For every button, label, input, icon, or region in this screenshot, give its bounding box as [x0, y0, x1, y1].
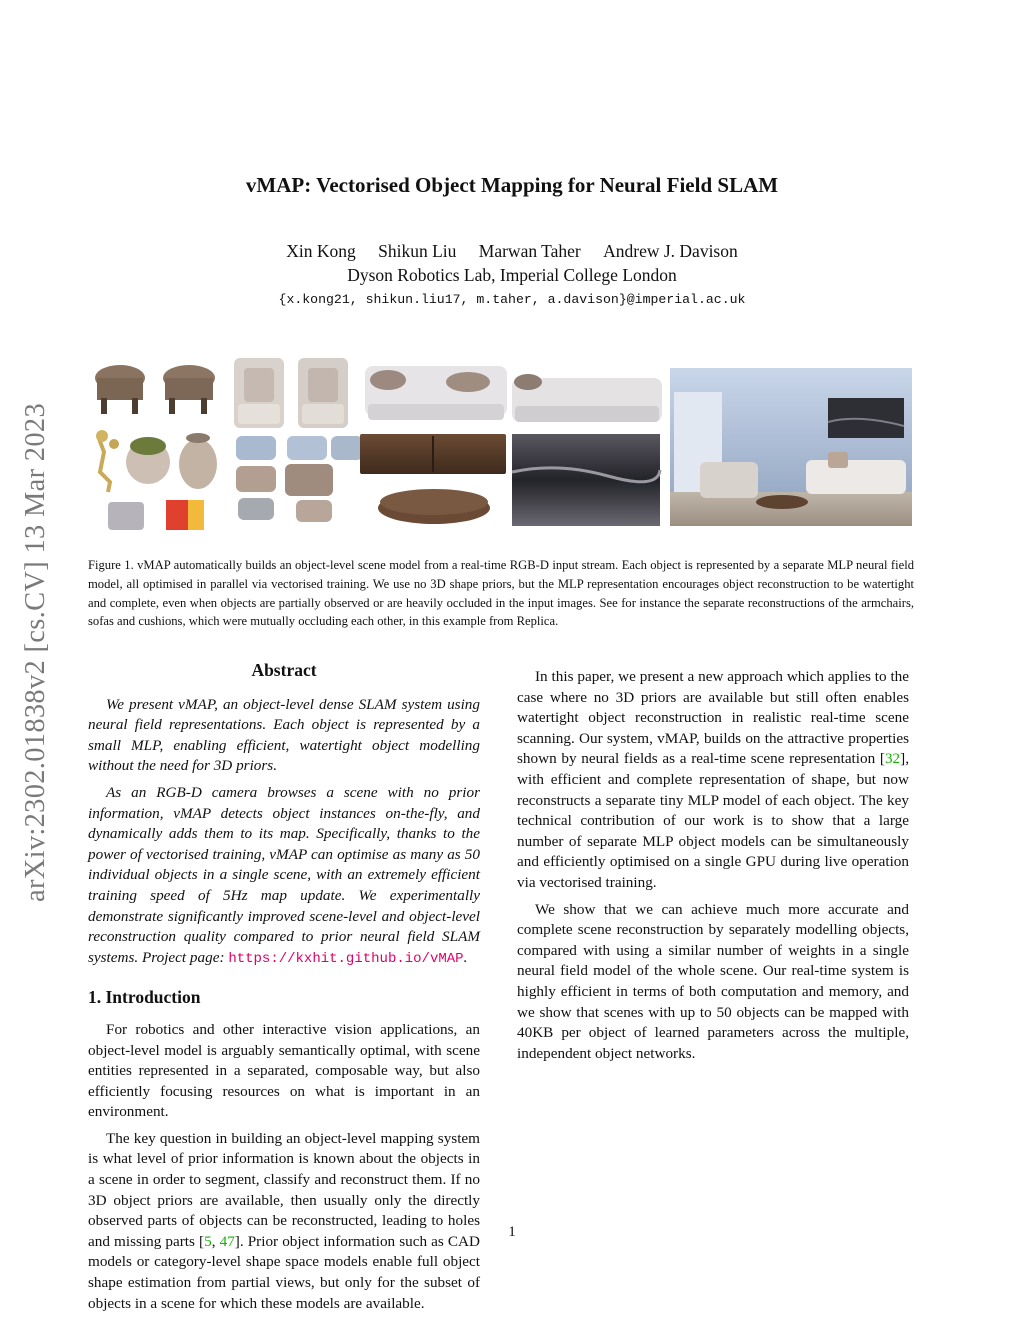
arxiv-stamp: arXiv:2302.01838v2 [cs.CV] 13 Mar 2023: [20, 402, 51, 902]
author-list: [0, 241, 1024, 262]
author: Marwan Taher: [478, 241, 581, 261]
furniture-reconstruction: [360, 434, 506, 524]
abstract-heading: Abstract: [251, 660, 317, 680]
citation-link[interactable]: 32: [884, 750, 901, 768]
author: Xin Kong: [286, 241, 356, 261]
project-page-link[interactable]: https://kxhit.github.io/vMAP: [228, 950, 464, 967]
scene-render: [670, 368, 912, 526]
author: Shikun Liu: [378, 241, 457, 261]
ottoman-reconstruction: [95, 365, 215, 414]
intro-paragraph: The key question in building an object-level mapping system is what level of prior information is known about the objects in a scene in order to segment, classify and reconstruct them. If no 3D object priors are available, then usually only the directly observed parts of objects can be reconstructed, leading to holes and missing parts [5, 47]. Prior object information such as CAD models or category-level shape space models enable full object shape estimation from partial views, but only for the subset of objects in a scene for which these models are available.: [88, 1129, 480, 1312]
paper-title: vMAP: Vectorised Object Mapping for Neural Field SLAM: [245, 173, 779, 197]
intro-paragraph: For robotics and other interactive vision applications, an object-level model is arguably semantically optimal, with scene entities represented in a separated, composable way, but also efficiently focusing resources on what is important in an environment.: [88, 1020, 480, 1121]
left-column: [88, 660, 480, 1320]
intro-paragraph: In this paper, we present a new approach which applies to the case where no 3D priors are available but still often enables watertight object reconstruction in realistic real-time scene scanning. Our system, vMAP, builds on the attractive properties shown by neural fields as a real-time scene representation [32], with efficient and complete representation of shape, but now reconstructs a separate tiny MLP model of each object. The key technical contribution of our work is to show that a large number of separate MLP object models can be simultaneously and efficiently optimised on a single GPU during live operation via vectorised training.: [517, 668, 909, 891]
affiliation: Dyson Robotics Lab, Imperial College London: [347, 265, 677, 285]
abstract-paragraph: As an RGB-D camera browses a scene with no prior information, vMAP detects object instances on-the-fly, and dynamically adds them to its map. Specifically, thanks to the power of vectorised training, vMAP can optimise as many as 50 individual objects in a single scene, with an extremely efficient training speed of 5Hz map update. We experimentally demonstrate significantly improved scene-level and object-level reconstruction quality compared to prior neural field SLAM systems. Project page: https://kxhit.github.io/vMAP.: [88, 783, 480, 967]
right-column: [517, 667, 909, 1070]
abstract-paragraph: We present vMAP, an object-level dense SLAM system using neural field representations. Each object is represented by a small MLP, enabling efficient, watertight object modelling without the need for 3D priors.: [88, 695, 480, 775]
citation-link[interactable]: 47: [219, 1232, 235, 1250]
page-number: 1: [508, 1224, 516, 1240]
figure-1-caption: Figure 1. vMAP automatically builds an object-level scene model from a real-time RGB-D input stream. Each object is represented by a separate MLP neural field model, all optimised in parallel via vectorised training. We use no 3D shape priors, but the MLP representation encourages object reconstruction to be watertight and complete, even when objects are partially observed or are heavily occluded in the input images. See for instance the separate reconstructions of the armchairs, sofas and cushions, which were mutually occluding each other, in this example from Replica.: [88, 558, 914, 629]
author-emails: {x.kong21, shikun.liu17, m.taher, a.davison}@imperial.ac.uk: [278, 292, 746, 307]
painting-reconstruction: [512, 434, 660, 526]
vase-plant-reconstruction: [96, 430, 217, 492]
citation-link[interactable]: 5: [204, 1232, 212, 1250]
figure-1-image: [88, 352, 914, 532]
author: Andrew J. Davison: [603, 241, 738, 261]
intro-paragraph: We show that we can achieve much more accurate and complete scene reconstruction by separately modelling objects, compared with using a similar number of weights in a single neural field model of the whole scene. Our real-time system is highly efficient in terms of both computation and memory, and we show that scenes with up to 50 objects can be mapped with 40KB per object of learned parameters across the multiple, independent object networks.: [517, 900, 909, 1062]
armchair-reconstruction: [234, 358, 348, 428]
sofa-reconstruction: [365, 366, 662, 422]
introduction-heading: 1. Introduction: [88, 987, 201, 1008]
